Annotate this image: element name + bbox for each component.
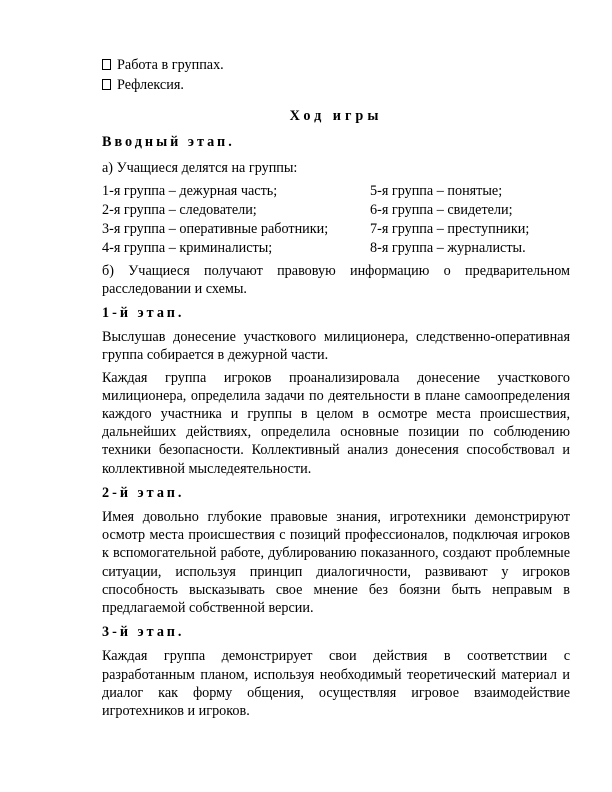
stage-heading-1: 1-й этап.	[102, 305, 185, 322]
group-item: 3-я группа – оперативные работники;	[102, 220, 329, 237]
group-item: 2-я группа – следователи;	[102, 201, 257, 218]
stage2-paragraph-1: Имея довольно глубокие правовые знания, игротехники демонстрируют осмотр места происшествия с позиций профессионалов, подключая игроков к вспомогательной работе, дублированию показанного, создают проблемные ситуации, используя принцип диалогичности, развивают у игроков способность высказывать свое мнение без боязни быть неправым в предлагаемой собственной версии.	[102, 509, 570, 617]
bullet-text: Рефлексия.	[117, 76, 184, 93]
checkbox-bullet-icon	[102, 79, 111, 90]
group-item: 1-я группа – дежурная часть;	[102, 182, 278, 199]
intro-a-text: а) Учащиеся делятся на группы:	[102, 160, 298, 177]
intro-b-text: б) Учащиеся получают правовую информацию о предварительном расследовании и схемы.	[102, 262, 570, 297]
stage1-paragraph-1: Выслушав донесение участкового милиционера, следственно-оперативная группа собирается в дежурной части.	[102, 329, 570, 364]
group-item: 4-я группа – криминалисты;	[102, 239, 273, 256]
stage-heading-2: 2-й этап.	[102, 484, 185, 501]
stage-heading-intro: Вводный этап.	[102, 134, 235, 151]
group-item: 7-я группа – преступники;	[370, 220, 530, 237]
group-item: 6-я группа – свидетели;	[370, 201, 513, 218]
group-item: 8-я группа – журналисты.	[370, 239, 526, 256]
bullet-item	[102, 76, 570, 96]
section-title: Ход игры	[289, 108, 383, 124]
group-item: 5-я группа – понятые;	[370, 182, 503, 199]
bullet-text: Работа в группах.	[117, 57, 224, 73]
stage1-paragraph-2: Каждая группа игроков проанализировала донесение участкового милиционера, определила задачи по деятельности в плане самоопределения каждого участника и группы в целом в осмотре места происшествия, дальнейших действиях, определила основные позиции по соблюдению техники безопасности. Коллективный анализ донесения способствовал и коллективной мыследеятельности.	[102, 369, 570, 477]
groups-list	[102, 182, 570, 258]
stage-heading-3: 3-й этап.	[102, 624, 185, 641]
checkbox-bullet-icon	[102, 59, 111, 70]
bullet-item	[102, 56, 570, 76]
document-page	[102, 56, 570, 724]
stage3-paragraph-1: Каждая группа демонстрирует свои действия в соответствии с разработанным планом, используя необходимый теоретический материал и диалог как форму общения, осуществляя игровое взаимодействие игротехников и игроков.	[102, 648, 570, 720]
